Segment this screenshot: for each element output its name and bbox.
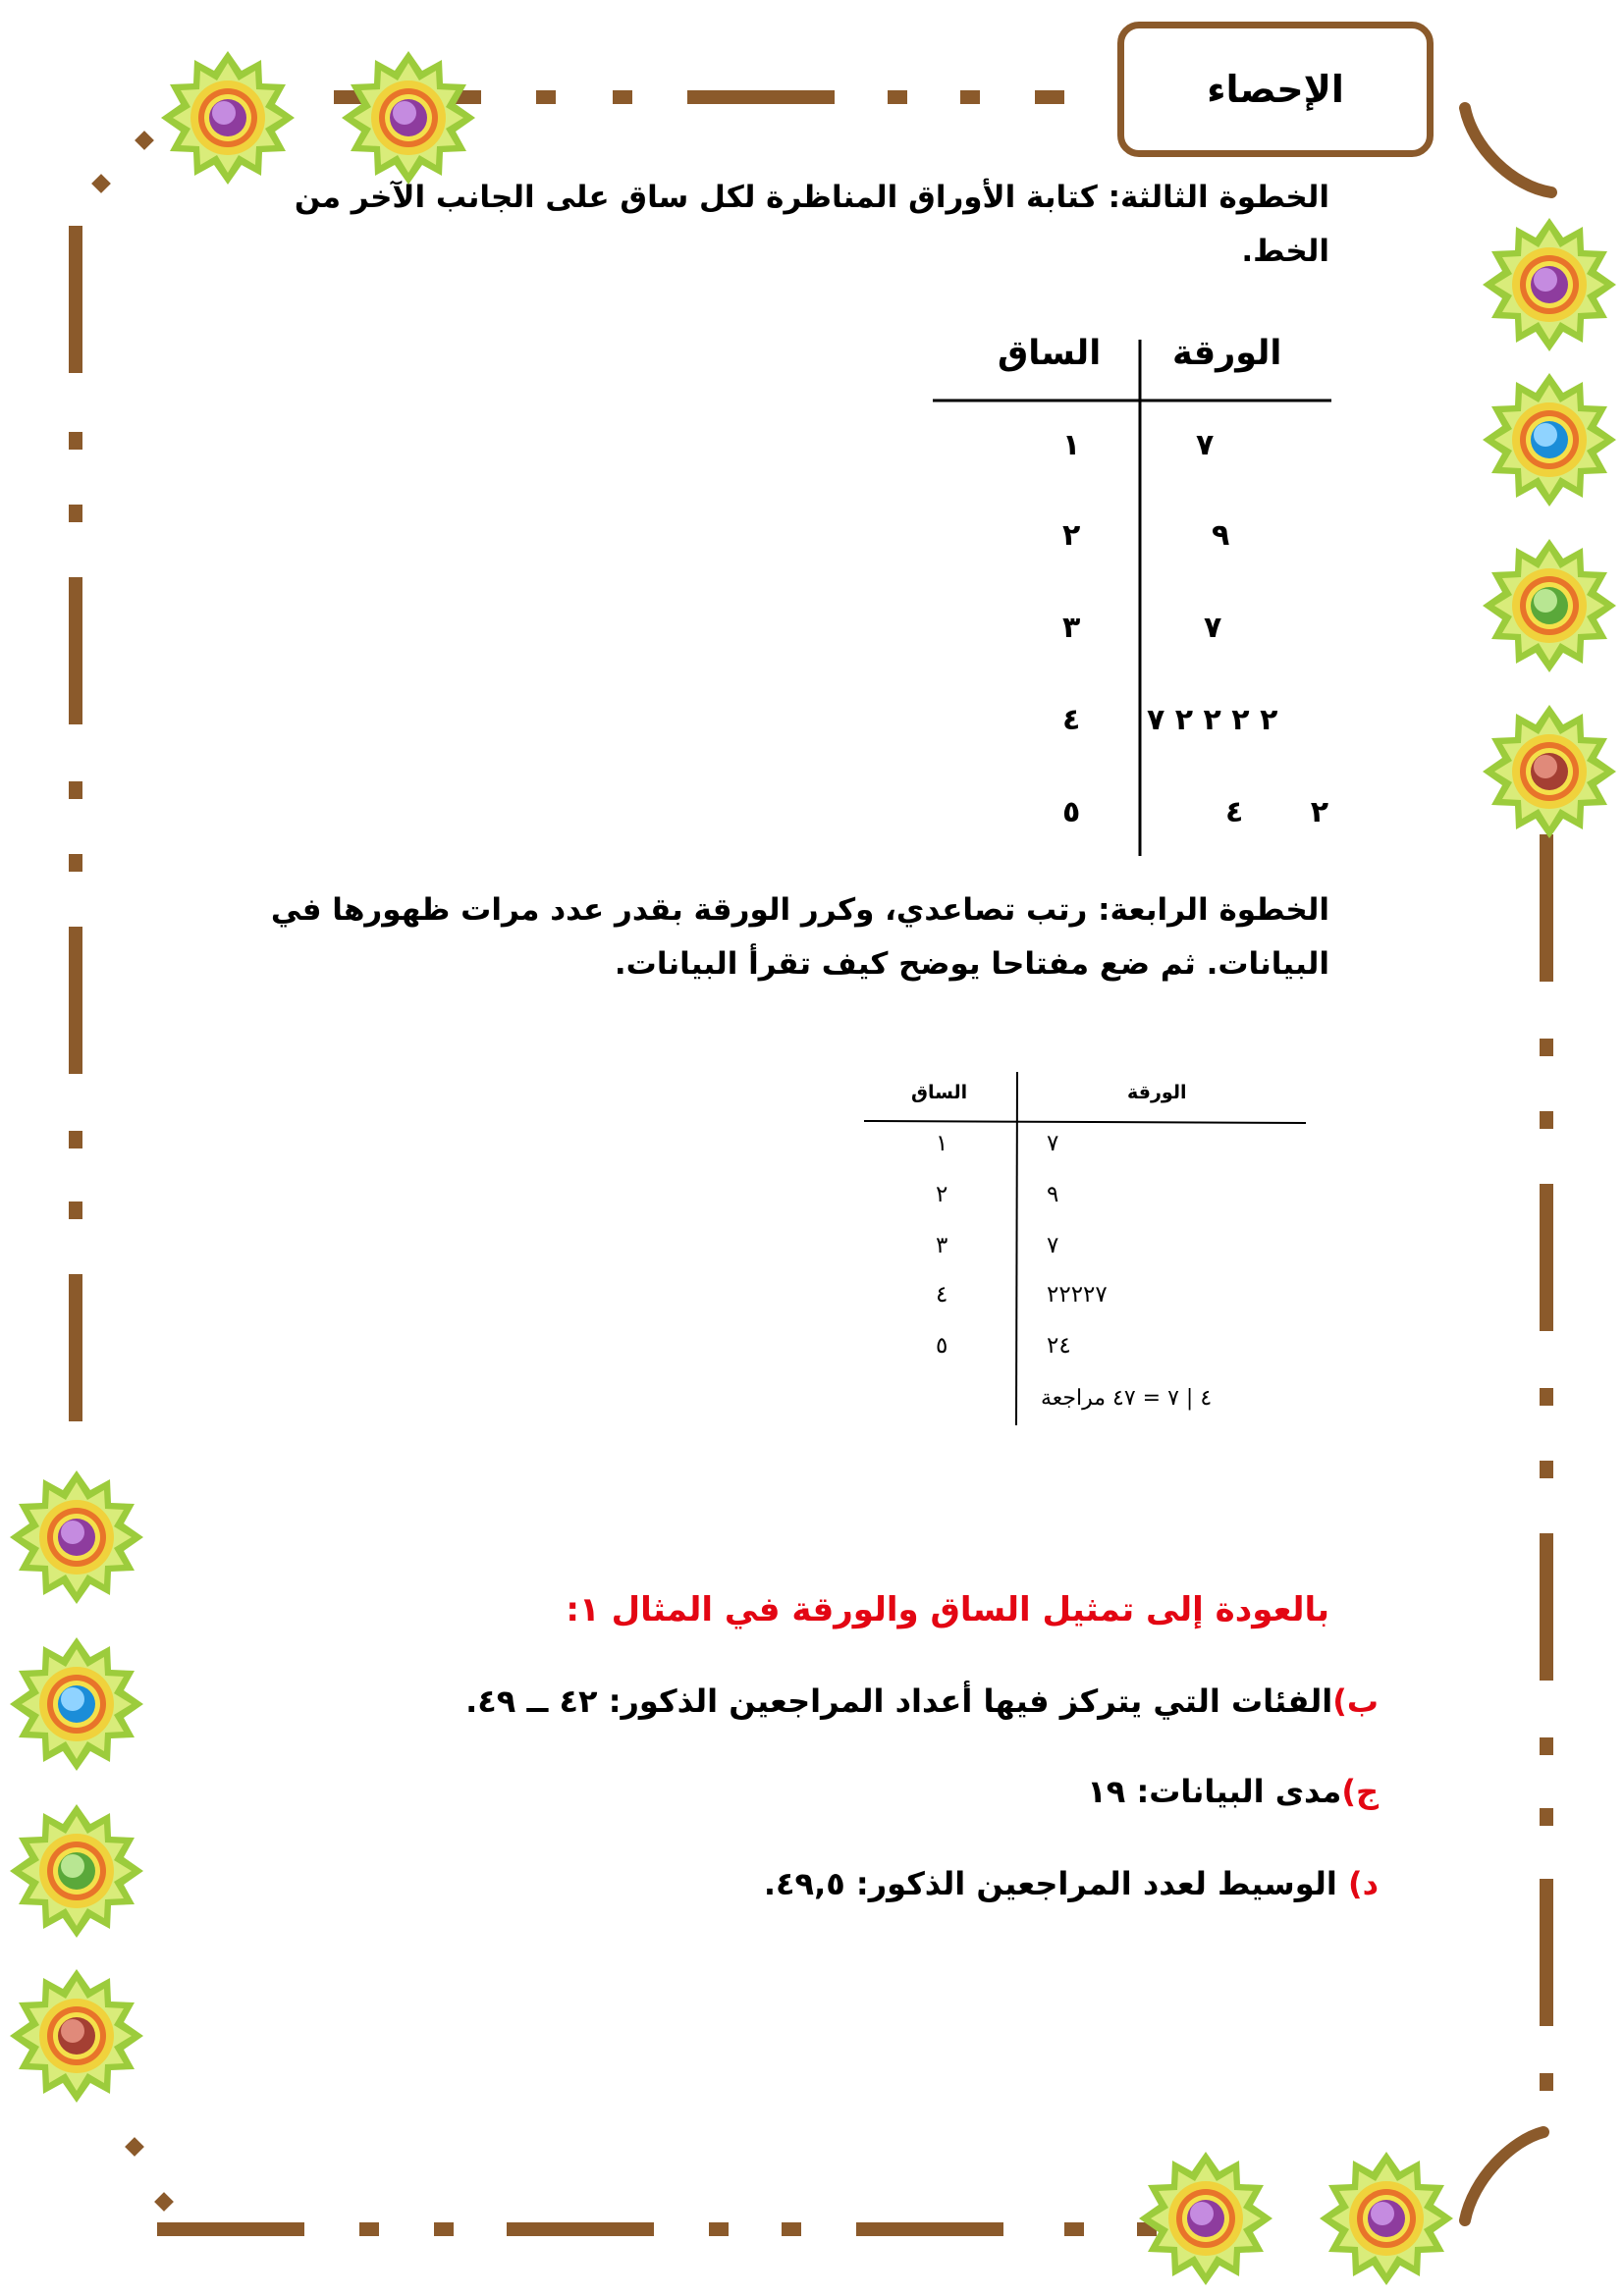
leaf-header: الورقة: [1172, 334, 1282, 373]
review-heading-text: بالعودة إلى تمثيل الساق والورقة في المثال ١:: [566, 1590, 1329, 1629]
stem-cell-small-5: ٥: [936, 1333, 948, 1359]
stem-leaf-key: ٤ | ٧ = ٤٧ مراجعة: [1041, 1386, 1213, 1411]
step4-text: الخطوة الرابعة: رتب تصاعدي، وكرر الورقة بقدر عدد مرات ظهورها في البيانات. ثم ضع مفتاحا يوضح كيف تقرأ البيانات.: [270, 892, 1329, 982]
stem-cell-5: ٥: [1062, 795, 1081, 829]
stem-cell-small-1: ١: [936, 1131, 948, 1156]
leaf-cell-4: ٢ ٢ ٢ ٢ ٧: [1147, 703, 1278, 737]
stem-cell-small-2: ٢: [936, 1182, 948, 1207]
review-item-b-label: ب): [1332, 1682, 1379, 1720]
step3-text: الخطوة الثالثة: كتابة الأوراق المناظرة لكل ساق على الجانب الآخر من الخط.: [294, 180, 1329, 269]
leaf-cell-3: ٧: [1204, 611, 1222, 645]
stem-cell-small-3: ٣: [936, 1233, 948, 1258]
leaf-cell-1: ٧: [1196, 428, 1215, 462]
stem-leaf-lines-large: [923, 334, 1345, 864]
review-heading: [566, 1590, 1329, 1629]
leaf-cell-small-2: ٩: [1047, 1182, 1059, 1207]
stem-cell-3: ٣: [1062, 611, 1081, 645]
review-item-c-label: ج): [1341, 1773, 1379, 1810]
stem-header: الساق: [998, 334, 1102, 373]
review-item-b-text: الفئات التي يتركز فيها أعداد المراجعين الذكور: ٤٢ ــ ٤٩.: [465, 1682, 1333, 1720]
step3-paragraph: [220, 171, 1329, 279]
stem-cell-small-4: ٤: [936, 1282, 948, 1308]
leaf-cell-5: ٢ ٤: [1225, 795, 1329, 829]
stem-cell-2: ٢: [1062, 518, 1081, 553]
stem-leaf-lines-small: [854, 1066, 1316, 1429]
leaf-cell-small-4: ٢٢٢٢٧: [1047, 1282, 1108, 1308]
stem-header-small: الساق: [911, 1082, 968, 1103]
step4-paragraph: [220, 883, 1329, 991]
leaf-cell-small-1: ٧: [1047, 1131, 1059, 1156]
page-title-text: الإحصاء: [1207, 68, 1344, 111]
review-item-c-text: مدى البيانات: ١٩: [1087, 1773, 1342, 1810]
review-item-d-text: الوسيط لعدد المراجعين الذكور: ٤٩,٥.: [763, 1865, 1348, 1902]
review-item-b: [465, 1682, 1379, 1720]
leaf-cell-small-3: ٧: [1047, 1233, 1059, 1258]
leaf-cell-2: ٩: [1212, 518, 1230, 553]
review-item-d-label: د): [1347, 1865, 1379, 1902]
stem-cell-1: ١: [1062, 428, 1081, 462]
review-item-c: [1087, 1773, 1379, 1810]
review-item-d: [764, 1865, 1379, 1902]
leaf-cell-small-5: ٢٤: [1047, 1333, 1071, 1359]
leaf-header-small: الورقة: [1127, 1082, 1187, 1103]
stem-cell-4: ٤: [1062, 703, 1081, 737]
page-title: [1117, 22, 1434, 157]
